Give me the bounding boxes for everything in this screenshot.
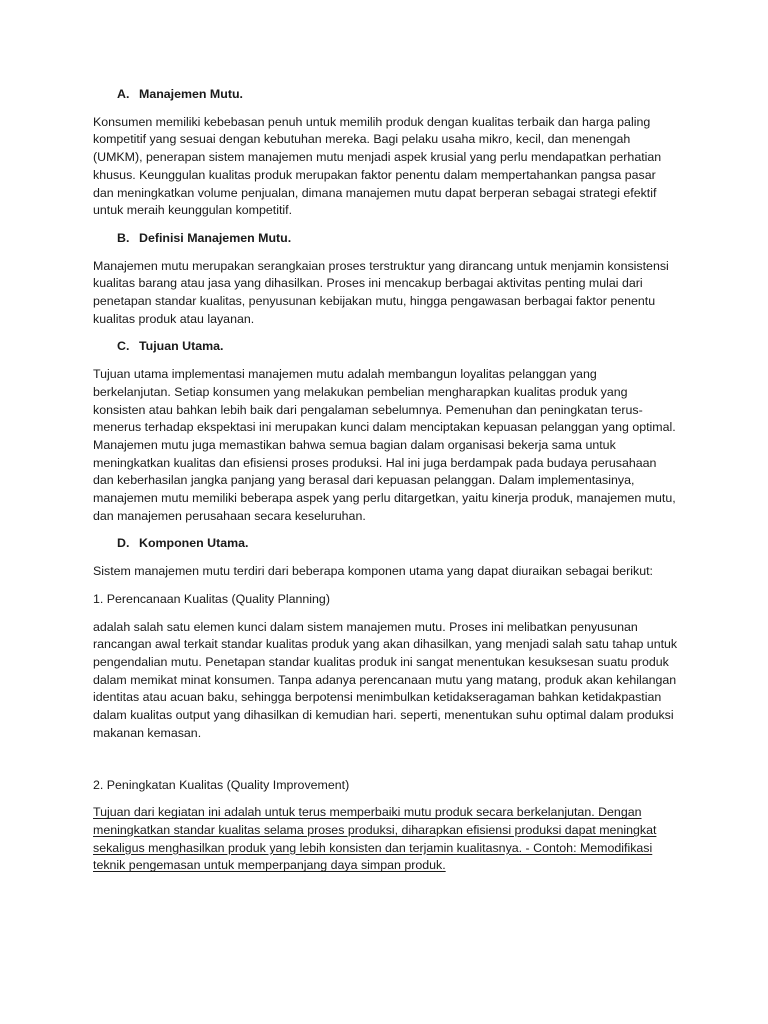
section-heading-c	[117, 338, 678, 356]
section-heading-d	[117, 535, 678, 553]
component-title: 1. Perencanaan Kualitas (Quality Planning)	[93, 591, 330, 606]
section-paragraph: Manajemen mutu merupakan serangkaian proses terstruktur yang dirancang untuk menjamin konsistensi kualitas barang atau jasa yang dihasilkan. Proses ini mencakup berbagai aktivitas penting mulai dari penetapan standar kualitas, penyusunan kebijakan mutu, hingga pengawasan berbagai faktor penentu kualitas produk atau layanan.	[93, 258, 669, 326]
section-heading-a	[117, 86, 678, 104]
document-body	[93, 86, 678, 885]
section-title: Komponen Utama.	[139, 536, 249, 551]
section-letter: A.	[117, 87, 130, 101]
section-title: Definisi Manajemen Mutu.	[139, 230, 292, 245]
section-paragraph: Tujuan utama implementasi manajemen mutu adalah membangun loyalitas pelanggan yang berkelanjutan. Setiap konsumen yang melakukan pembelian mengharapkan kualitas produk yang konsisten atau bahkan lebih baik dari pengalaman sebelumnya. Pemenuhan dan peningkatan terus-menerus terhadap ekspektasi ini merupakan kunci dalam menciptakan kepuasan pelanggan yang optimal. Manajemen mutu juga memastikan bahwa semua bagian dalam organisasi bekerja sama untuk meningkatkan kualitas dan efisiensi proses produksi. Hal ini juga berdampak pada budaya perusahaan dan keberhasilan jangka panjang yang berasal dari kepuasan pelanggan. Dalam implementasinya, manajemen mutu memiliki beberapa aspek yang perlu ditargetkan, yaitu kinerja produk, manajemen mutu, dan manajemen perusahaan secara keseluruhan.	[93, 367, 676, 523]
component-paragraph: adalah salah satu elemen kunci dalam sistem manajemen mutu. Proses ini melibatkan penyusunan rancangan awal terkait standar kualitas produk yang akan dihasilkan, yang menjadi salah satu tahap untuk pengendalian mutu. Penetapan standar kualitas produk ini sangat menentukan kesuksesan suatu produk dalam memikat minat konsumen. Tanpa adanya perencanaan mutu yang matang, produk akan kehilangan identitas atau acuan baku, sehingga berpotensi menimbulkan ketidakseragaman bahkan ketidakpastian dalam kualitas output yang dihasilkan di kemudian hari. seperti, menentukan suhu optimal dalam produksi makanan kemasan.	[93, 619, 678, 740]
section-letter: D.	[117, 536, 130, 551]
component-title: 2. Peningkatan Kualitas (Quality Improvement)	[93, 777, 350, 792]
section-letter: C.	[117, 339, 130, 354]
section-letter: B.	[117, 230, 130, 245]
section-title: Tujuan Utama.	[139, 339, 224, 354]
section-paragraph: Sistem manajemen mutu terdiri dari beberapa komponen utama yang dapat diuraikan sebagai berikut:	[93, 564, 653, 579]
component-paragraph-underlined: Tujuan dari kegiatan ini adalah untuk terus memperbaiki mutu produk secara berkelanjutan. Dengan meningkatkan standar kualitas selama proses produksi, diharapkan efisiensi produksi dapat meningkat sekaligus menghasilkan produk yang lebih konsisten dan terjamin kualitasnya. - Contoh: Memodifikasi teknik pengemasan untuk memperpanjang daya simpan produk.	[93, 805, 657, 873]
section-paragraph: Konsumen memiliki kebebasan penuh untuk memilih produk dengan kualitas terbaik dan harga paling kompetitif yang sesuai dengan kebutuhan mereka. Bagi pelaku usaha mikro, kecil, dan menengah (UMKM), penerapan sistem manajemen mutu menjadi aspek krusial yang perlu mendapatkan perhatian khusus. Keunggulan kualitas produk merupakan faktor penentu dalam mempertahankan pangsa pasar dan meningkatkan volume penjualan, dimana manajemen mutu dapat berperan sebagai strategi efektif untuk meraih keunggulan kompetitif.	[93, 114, 662, 218]
spacer	[93, 753, 678, 777]
section-title: Manajemen Mutu.	[139, 87, 243, 101]
section-heading-b	[117, 230, 678, 248]
